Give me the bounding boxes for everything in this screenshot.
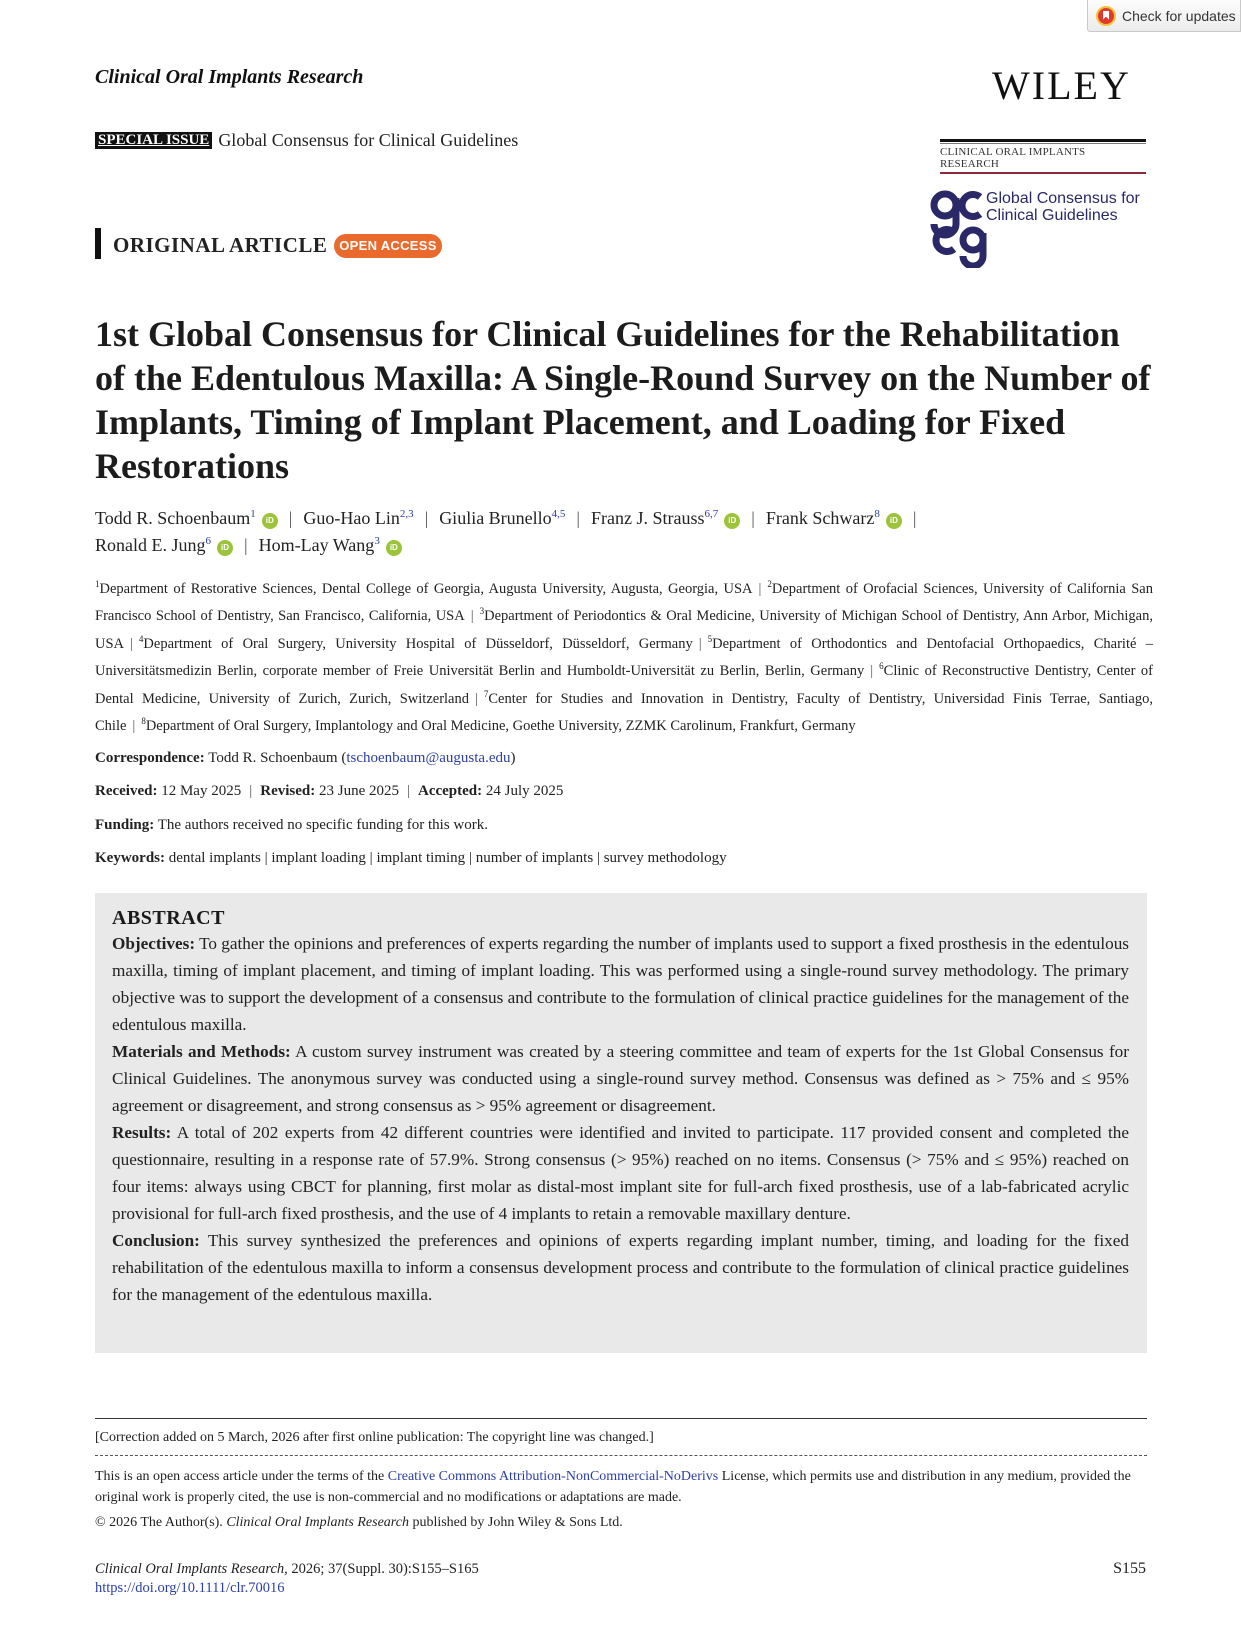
author[interactable]: Frank Schwarz$^8$iD <box>766 508 902 528</box>
orcid-icon[interactable]: iD <box>886 513 902 529</box>
keyword: survey methodology <box>603 850 727 866</box>
affiliation: $^1$Department of Restorative Sciences, Dental College of Georgia, Augusta University, Augusta, Georgia, USA <box>95 579 753 597</box>
keywords: Keywords: dental implants | implant loading | implant timing | number of implants | survey methodology <box>95 850 727 866</box>
author[interactable]: Hom-Lay Wang$^3$iD <box>259 535 402 555</box>
funding: Funding: The authors received no specific funding for this work. <box>95 817 489 833</box>
special-issue-line <box>95 130 518 151</box>
keyword: implant timing <box>376 850 466 866</box>
orcid-icon[interactable]: iD <box>217 540 233 556</box>
page-number: S155 <box>1113 1560 1146 1577</box>
article-type-bar <box>95 228 101 259</box>
abstract-results: Results: A total of 202 experts from 42 different countries were identified and invited to participate. 117 provided consent and completed the questionnaire, resulting in a response rate of 57.9%. Strong consensus (> 95%) reached on no items. Consensus (> 75% and ≤ 95%) reached on four items: always using CBCT for planning, first molar as distal-most implant site for full-arch fixed prosthesis, use of a lab-fabricated acrylic provisional for full-arch fixed prosthesis, and the use of 4 implants to retain a removable maxillary denture. <box>112 1123 1129 1223</box>
citation-journal: Clinical Oral Implants Research, <box>95 1561 288 1577</box>
correspondence: Correspondence: Todd R. Schoenbaum (tschoenbaum@augusta.edu) <box>95 750 516 766</box>
article-type: ORIGINAL ARTICLE <box>113 233 328 257</box>
affiliation: $^2$Department of Orofacial Sciences, University of California San Francisco School of Dentistry, San Francisco, California, USA <box>95 579 1153 625</box>
author[interactable]: Ronald E. Jung$^6$iD <box>95 535 233 555</box>
affiliation: $^5$Department of Orthodontics and Dentofacial Orthopaedics, Charité – Universitätsmedizin Berlin, corporate member of Freie Universität Berlin and Humboldt-Universität zu Berlin, Berlin, Germany <box>95 634 1153 680</box>
affiliation: $^6$Clinic of Reconstructive Dentistry, Center of Dental Medicine, University of Zurich, Zurich, Switzerland <box>95 661 1153 707</box>
orcid-icon[interactable]: iD <box>386 540 402 556</box>
bookmark-icon <box>1096 6 1116 26</box>
open-access-badge: OPEN ACCESS <box>334 234 442 258</box>
gccg-logo-text <box>986 190 1140 224</box>
abstract-conclusion: Conclusion: This survey synthesized the preferences and opinions of experts regarding implant number, timing, and loading for the fixed rehabilitation of the edentulous maxilla to inform a consensus development process and contribute to the formulation of clinical practice guidelines for the management of the edentulous maxilla. <box>112 1231 1129 1304</box>
received-date: 12 May 2025 <box>161 783 242 799</box>
special-issue-badge: SPECIAL ISSUE <box>95 132 212 149</box>
affiliation: $^7$Center for Studies and Innovation in Dentistry, Faculty of Dentistry, Universidad Finis Terrae, Santiago, Chile <box>95 689 1153 735</box>
abstract-heading: ABSTRACT <box>112 907 225 929</box>
abstract-box <box>95 893 1147 1353</box>
author[interactable]: Giulia Brunello$^{4,5}$ <box>439 508 566 528</box>
author-list: Todd R. Schoenbaum$^1$iD | Guo-Hao Lin$^{2,3}$ | Giulia Brunello$^{4,5}$ | Franz J. Strauss$^{6,7}$iD | Frank Schwarz$^8$iD | Ronald E. Jung$^6$iD | Hom-Lay Wang$^3$iD <box>95 508 917 555</box>
keyword: number of implants <box>475 850 594 866</box>
affiliation: $^3$Department of Periodontics & Oral Medicine, University of Michigan School of Dentistry, Ann Arbor, Michigan, USA <box>95 606 1153 652</box>
license-link[interactable]: Creative Commons Attribution-NonCommercial-NoDerivs <box>387 1469 719 1484</box>
affiliation: $^8$Department of Oral Surgery, Implantology and Oral Medicine, Goethe University, ZZMK Carolinum, Frankfurt, Germany <box>141 716 856 735</box>
abstract-objectives: Objectives: To gather the opinions and preferences of experts regarding the number of implants used to support a fixed prosthesis in the edentulous maxilla, timing of implant placement, and timing of implant loading. This was performed using a single-round survey methodology. The primary objective was to support the development of a consensus and contribute to the formulation of clinical practice guidelines for the management of the edentulous maxilla. <box>112 934 1129 1034</box>
check-for-updates-button[interactable] <box>1087 0 1241 32</box>
gccg-line-1: Global Consensus for <box>986 190 1140 207</box>
journal-band-label: CLINICAL ORAL IMPLANTS RESEARCH <box>940 146 1086 170</box>
divider-dashed <box>95 1455 1147 1456</box>
check-for-updates-label: Check for updates <box>1122 7 1236 24</box>
article-title: 1st Global Consensus for Clinical Guidelines for the Rehabilitation of the Edentulous Maxilla: A Single-Round Survey on the Number of Implants, Timing of Implant Placement, and Loading for Fixed Restorations <box>95 314 1151 486</box>
copyright-note: © 2026 The Author(s). Clinical Oral Implants Research published by John Wiley & Sons Ltd. <box>95 1515 623 1530</box>
affiliations: $^1$Department of Restorative Sciences, Dental College of Georgia, Augusta University, Augusta, Georgia, USA | $^2$Department of Orofacial Sciences, University of California San Francisco School of Dentistry, San Francisco, California, USA | $^3$Department of Periodontics & Oral Medicine, University of Michigan School of Dentistry, Ann Arbor, Michigan, USA | $^4$Department of Oral Surgery, University Hospital of Düsseldorf, Düsseldorf, Germany | $^5$Department of Orthodontics and Dentofacial Orthopaedics, Charité – Universitätsmedizin Berlin, corporate member of Freie Universität Berlin and Humboldt-Universität zu Berlin, Berlin, Germany | $^6$Clinic of Reconstructive Dentistry, Center of Dental Medicine, University of Zurich, Zurich, Switzerland | $^7$Center for Studies and Innovation in Dentistry, Faculty of Dentistry, Universidad Finis Terrae, Santiago, Chile | $^8$Department of Oral Surgery, Implantology and Oral Medicine, Goethe University, ZZMK Carolinum, Frankfurt, Germany <box>95 579 1153 735</box>
special-issue-title: Global Consensus for Clinical Guidelines <box>218 130 519 150</box>
author[interactable]: Todd R. Schoenbaum$^1$iD <box>95 508 278 528</box>
correction-note: [Correction added on 5 March, 2026 after first online publication: The copyright line was changed.] <box>95 1430 654 1445</box>
affiliation: $^4$Department of Oral Surgery, University Hospital of Düsseldorf, Düsseldorf, Germany <box>138 634 693 652</box>
divider <box>95 1418 1147 1419</box>
accepted-date: 24 July 2025 <box>485 783 564 799</box>
orcid-icon[interactable]: iD <box>724 513 740 529</box>
journal-band <box>940 139 1146 170</box>
correspondence-email-link[interactable]: tschoenbaum@augusta.edu <box>346 750 511 766</box>
abstract-methods: Materials and Methods: A custom survey instrument was created by a steering committee and team of experts for the 1st Global Consensus for Clinical Guidelines. The anonymous survey was conducted using a single-round survey method. Consensus was defined as > 75% and ≤ 95% agreement or disagreement, and strong consensus as > 95% agreement or disagreement. <box>112 1042 1129 1115</box>
keyword: dental implants <box>168 850 261 866</box>
citation: Clinical Oral Implants Research, 2026; 37(Suppl. 30):S155–S165 https://doi.org/10.1111/clr.70016 <box>95 1561 479 1596</box>
revised-date: 23 June 2025 <box>318 783 399 799</box>
license-note: This is an open access article under the terms of the Creative Commons Attribution-NonCommercial-NoDerivs License, which permits use and distribution in any medium, provided the original work is properly cited, the use is non-commercial and no modifications or adaptations are made. <box>95 1469 1131 1505</box>
publisher-logo: WILEY <box>992 63 1131 108</box>
author[interactable]: Franz J. Strauss$^{6,7}$iD <box>591 508 740 528</box>
keyword: implant loading <box>271 850 366 866</box>
doi-link[interactable]: https://doi.org/10.1111/clr.70016 <box>95 1580 285 1596</box>
author[interactable]: Guo-Hao Lin$^{2,3}$ <box>303 508 414 528</box>
dates: Received: 12 May 2025 | Revised: 23 June 2025 | Accepted: 24 July 2025 <box>95 783 564 799</box>
journal-name: Clinical Oral Implants Research <box>95 66 364 88</box>
gccg-line-2: Clinical Guidelines <box>986 207 1118 224</box>
orcid-icon[interactable]: iD <box>262 513 278 529</box>
